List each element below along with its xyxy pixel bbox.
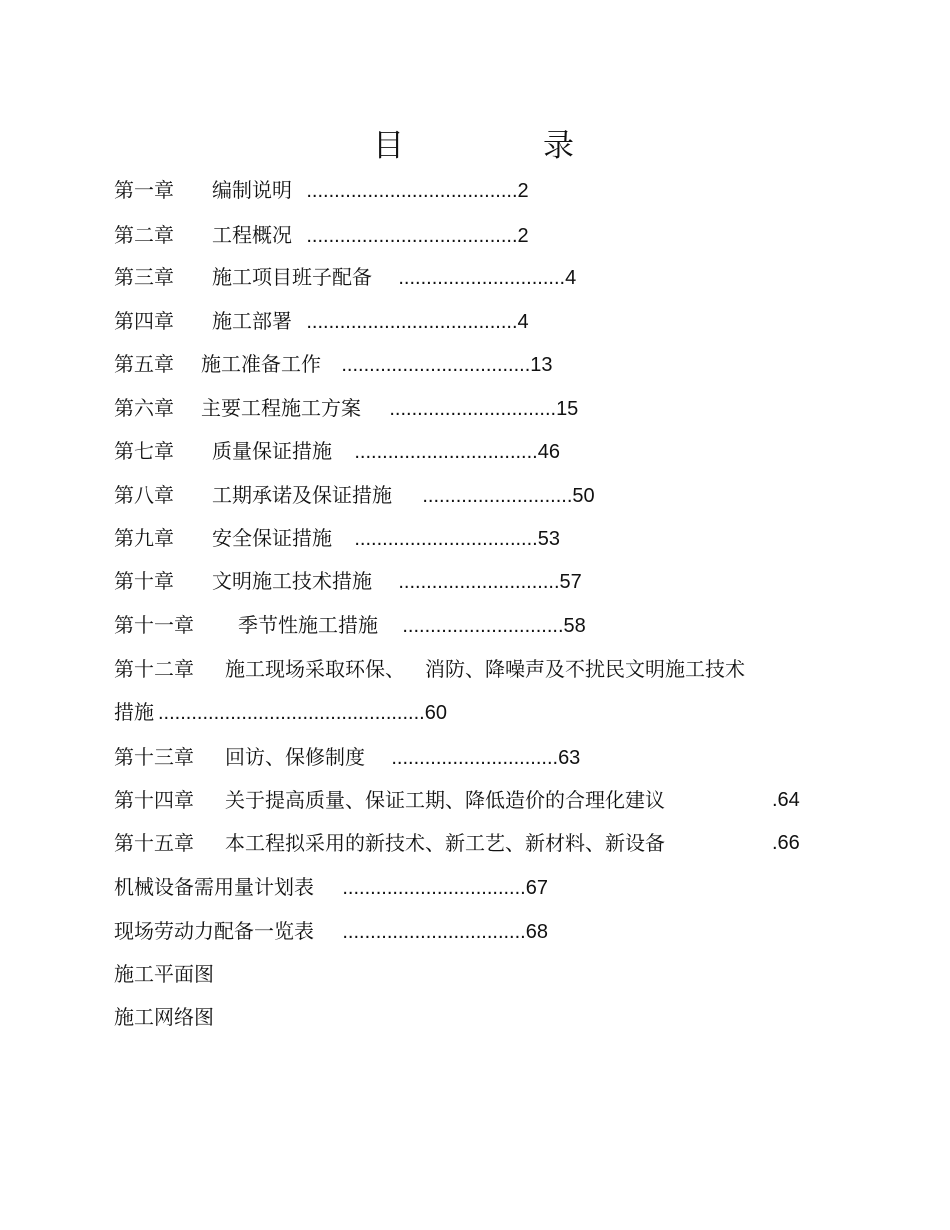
leader-dots: ...................................... <box>306 311 518 333</box>
toc-entry[interactable] <box>114 220 529 250</box>
toc-entry[interactable] <box>114 610 586 640</box>
leader-dots: ................................. <box>342 877 526 899</box>
toc-entry[interactable] <box>114 175 529 205</box>
toc-entry[interactable] <box>114 828 800 858</box>
page-number: 57 <box>559 571 582 593</box>
page-number: 4 <box>565 267 577 289</box>
chapter-number: 第十章 <box>114 569 174 593</box>
chapter-number: 第一章 <box>114 178 174 202</box>
page-number: 58 <box>563 615 586 637</box>
chapter-title: 季节性施工措施 <box>238 613 378 637</box>
toc-entry[interactable] <box>114 393 578 423</box>
chapter-title: 工程概况 <box>212 223 292 247</box>
title-char-left: 目 <box>373 128 404 164</box>
leader-dots: ................................. <box>342 921 526 943</box>
leader-dots: ................................. <box>354 528 538 550</box>
leader-dots: ...................................... <box>306 180 518 202</box>
chapter-number: 第十一章 <box>114 613 194 637</box>
page-number: 53 <box>537 528 560 550</box>
page-number: 15 <box>556 398 579 420</box>
chapter-number: 第十五章 <box>114 831 194 855</box>
chapter-number: 第十二章 <box>114 657 194 681</box>
page-number: .66 <box>772 832 800 854</box>
chapter-number: 第六章 <box>114 396 174 420</box>
chapter-title: 关于提高质量、保证工期、降低造价的合理化建议 <box>225 788 665 812</box>
chapter-title-continued: 消防、降噪声及不扰民文明施工技术 <box>425 657 745 681</box>
toc-entry[interactable] <box>114 872 548 902</box>
leader-dots: ................................. <box>354 441 538 463</box>
leader-dots: ........................... <box>422 485 573 507</box>
chapter-number: 第九章 <box>114 526 174 550</box>
chapter-title: 施工现场采取环保、 <box>225 657 405 681</box>
page-number: 46 <box>537 441 560 463</box>
toc-entry[interactable] <box>114 1002 214 1032</box>
chapter-title: 本工程拟采用的新技术、新工艺、新材料、新设备 <box>225 831 665 855</box>
leader-dots: ............................. <box>402 615 564 637</box>
toc-entry[interactable] <box>114 436 560 466</box>
leader-dots: ................................................ <box>158 702 425 724</box>
chapter-title: 施工网络图 <box>114 1005 214 1029</box>
chapter-number: 第七章 <box>114 439 174 463</box>
toc-entry[interactable] <box>114 262 576 292</box>
leader-dots: ............................. <box>398 571 560 593</box>
page-number: 13 <box>530 354 553 376</box>
chapter-title: 措施 <box>114 700 154 724</box>
toc-entry[interactable] <box>114 523 560 553</box>
chapter-title: 施工准备工作 <box>201 352 321 376</box>
chapter-title: 质量保证措施 <box>212 439 332 463</box>
chapter-number: 第十三章 <box>114 745 194 769</box>
leader-dots: .............................. <box>391 747 559 769</box>
page-number: 68 <box>525 921 548 943</box>
leader-dots: .............................. <box>398 267 566 289</box>
toc-entry[interactable] <box>114 306 529 336</box>
chapter-title: 编制说明 <box>212 178 292 202</box>
chapter-title: 文明施工技术措施 <box>212 569 372 593</box>
toc-entry[interactable] <box>114 566 582 596</box>
chapter-title: 施工项目班子配备 <box>212 265 372 289</box>
page-number: 63 <box>558 747 581 769</box>
toc-entry[interactable] <box>114 785 800 815</box>
toc-entry[interactable] <box>114 742 580 772</box>
leader-dots: .................................. <box>341 354 531 376</box>
chapter-title: 安全保证措施 <box>212 526 332 550</box>
chapter-number: 第五章 <box>114 352 174 376</box>
chapter-title: 机械设备需用量计划表 <box>114 875 314 899</box>
toc-entry[interactable] <box>114 654 745 684</box>
page-number: 4 <box>517 311 529 333</box>
toc-entry[interactable] <box>114 916 548 946</box>
page-number: 2 <box>517 180 529 202</box>
chapter-number: 第八章 <box>114 483 174 507</box>
toc-entry[interactable] <box>114 349 553 379</box>
chapter-title: 回访、保修制度 <box>225 745 365 769</box>
leader-dots: ...................................... <box>306 225 518 247</box>
chapter-number: 第十四章 <box>114 788 194 812</box>
chapter-number: 第二章 <box>114 223 174 247</box>
toc-entry[interactable] <box>114 959 214 989</box>
toc-entry-continuation[interactable] <box>114 697 447 727</box>
chapter-number: 第三章 <box>114 265 174 289</box>
chapter-title: 施工部署 <box>212 309 292 333</box>
page-number: 2 <box>517 225 529 247</box>
chapter-title: 工期承诺及保证措施 <box>212 483 392 507</box>
page-number: 67 <box>525 877 548 899</box>
chapter-title: 主要工程施工方案 <box>201 396 361 420</box>
title-char-right: 录 <box>543 128 574 164</box>
chapter-number: 第四章 <box>114 309 174 333</box>
toc-entry[interactable] <box>114 480 595 510</box>
chapter-title: 现场劳动力配备一览表 <box>114 919 314 943</box>
page-number: 60 <box>424 702 447 724</box>
chapter-title: 施工平面图 <box>114 962 214 986</box>
page-number: .64 <box>772 789 800 811</box>
leader-dots: .............................. <box>389 398 557 420</box>
page-number: 50 <box>572 485 595 507</box>
toc-title <box>0 124 950 168</box>
